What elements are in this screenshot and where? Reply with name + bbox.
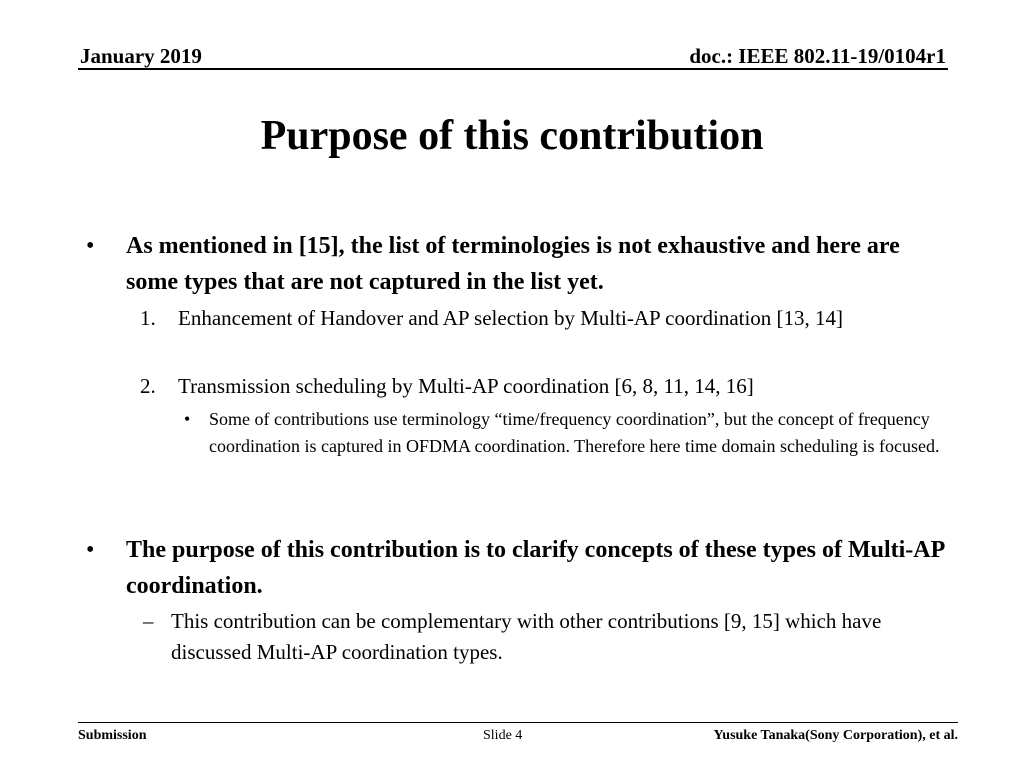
header-date: January 2019 (80, 44, 202, 68)
item-number: 2. (140, 374, 156, 398)
numbered-item-2 (140, 372, 920, 401)
item-number: 1. (140, 306, 156, 330)
footer-submission: Submission (78, 728, 147, 743)
numbered-item-1-text: Enhancement of Handover and AP selection by Multi-AP coordination [13, 14] (178, 306, 844, 330)
bullet-1 (86, 228, 956, 300)
slide-title: Purpose of this contribution (260, 113, 764, 159)
bullet-mark: • (86, 233, 95, 259)
dash-item (143, 606, 933, 668)
dash-item-text: This contribution can be complementary with other contributions [9, 15] which have discussed Multi-AP coordination types. (171, 609, 882, 664)
dash-mark: – (143, 609, 154, 633)
bullet-mark: • (86, 537, 95, 563)
sub-bullet-mark: • (184, 409, 191, 429)
footer-divider (78, 722, 958, 723)
bullet-1-text: As mentioned in [15], the list of terminologies is not exhaustive and here are some types that are not captured in the list yet. (126, 233, 900, 295)
bullet-2 (86, 532, 956, 604)
footer-author: Yusuke Tanaka(Sony Corporation), et al. (713, 728, 958, 743)
sub-bullet (184, 406, 944, 487)
bullet-2-text: The purpose of this contribution is to clarify concepts of these types of Multi-AP coordination. (126, 537, 944, 599)
header-divider (78, 68, 948, 70)
sub-bullet-text: Some of contributions use terminology “time/frequency coordination”, but the concept of frequency coordination is captured in OFDMA coordination. Therefore here time domain scheduling is focused. (209, 409, 940, 456)
numbered-item-2-text: Transmission scheduling by Multi-AP coordination [6, 8, 11, 14, 16] (178, 374, 754, 398)
numbered-item-1 (140, 304, 920, 362)
slide-number: Slide 4 (483, 728, 523, 743)
header-doc-id: doc.: IEEE 802.11-19/0104r1 (689, 44, 946, 68)
